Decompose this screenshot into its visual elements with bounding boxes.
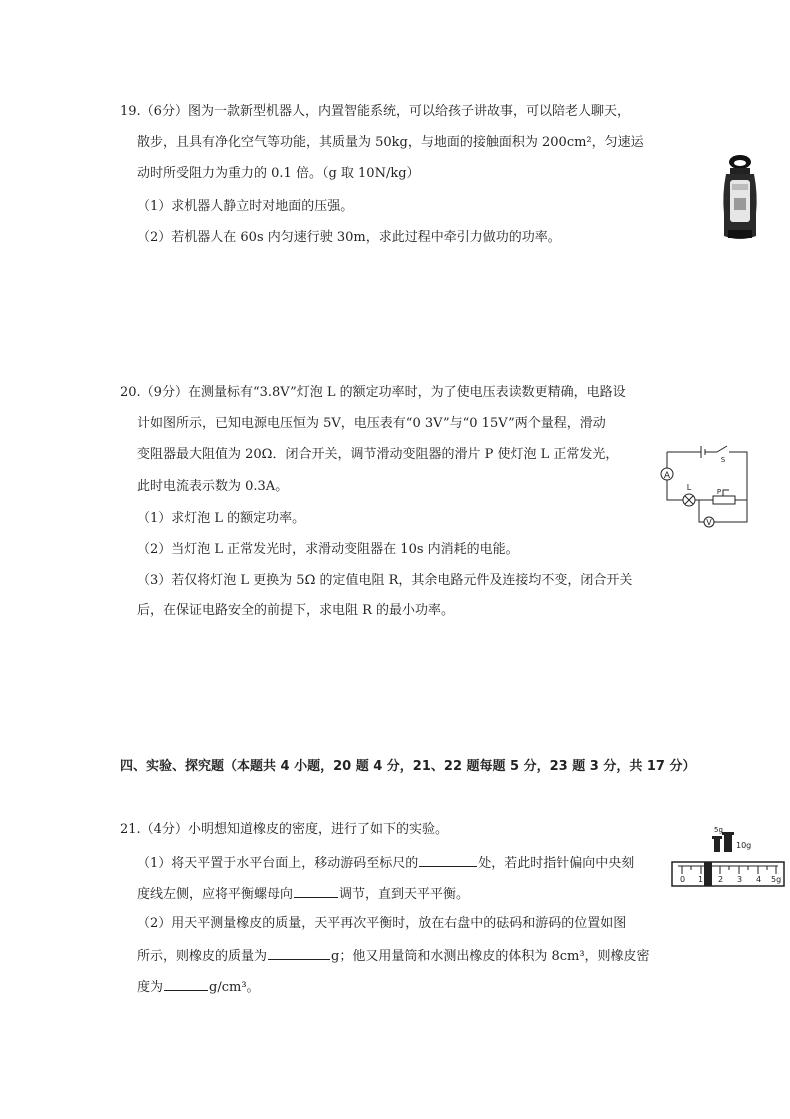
q21-sub-2c — [137, 976, 260, 998]
q20-sub-1: （1）求灯泡 L 的额定功率。 — [137, 511, 306, 526]
answer-blank-2[interactable] — [294, 883, 338, 898]
answer-blank-1[interactable] — [419, 852, 477, 867]
answer-blank-3[interactable] — [268, 945, 330, 960]
slider-label: P — [716, 488, 722, 496]
q21-sub-2b — [137, 945, 650, 967]
scale-tick-4: 4 — [756, 875, 762, 884]
weight-large-icon — [724, 834, 732, 852]
weight-small-icon — [714, 838, 720, 852]
weight-small-label: 5g — [714, 826, 723, 834]
q21-sub-1b-before: 度线左侧，应将平衡螺母向 — [137, 887, 294, 902]
scale-tick-5: 5g — [771, 875, 782, 884]
q19-line-2: 散步，且具有净化空气等功能，其质量为 50kg，与地面的接触面积为 200cm²，匀速运 — [137, 135, 644, 150]
circuit-diagram — [655, 440, 755, 530]
q20-sub-3b: 后，在保证电路安全的前提下，求电阻 R 的最小功率。 — [137, 603, 455, 618]
q20-line-4: 此时电流表示数为 0.3A。 — [137, 479, 289, 494]
q20-line-3: 变阻器最大阻值为 20Ω．闭合开关，调节滑动变阻器的滑片 P 使灯泡 L 正常发光， — [137, 447, 619, 462]
weight-large-label: 10g — [736, 841, 752, 850]
q21-line-1: 21.（4分）小明想知道橡皮的密度，进行了如下的实验。 — [120, 822, 448, 837]
q21-sub-1b-after: 调节，直到天平平衡。 — [339, 887, 470, 902]
ammeter-label: A — [663, 471, 671, 481]
voltmeter-label: V — [706, 518, 712, 527]
switch-label: S — [720, 456, 726, 464]
section-4-heading: 四、实验、探究题（本题共 4 小题，20 题 4 分，21、22 题每题 5 分，23 题 3 分，共 17 分） — [120, 759, 696, 774]
q19-line-3: 动时所受阻力为重力的 0.1 倍。（g 取 10N/kg） — [137, 166, 420, 181]
q20-line-1: 20.（9分）在测量标有“3.8V”灯泡 L 的额定功率时，为了使电压表读数更精确，电路设 — [120, 385, 626, 400]
balance-scale-figure — [668, 824, 788, 892]
q19-line-1: 19.（6分）图为一款新型机器人，内置智能系统，可以给孩子讲故事，可以陪老人聊天， — [120, 104, 630, 119]
q21-sub-1a — [137, 852, 634, 874]
rider-marker — [704, 862, 712, 886]
q19-sub-2: （2）若机器人在 60s 内匀速行驶 30m，求此过程中牵引力做功的功率。 — [137, 230, 561, 245]
q21-sub-1a-after: 处，若此时指针偏向中央刻 — [478, 856, 635, 871]
q21-sub-2b-before: 所示，则橡皮的质量为 — [137, 949, 268, 964]
q21-sub-2b-after: g；他又用量筒和水测出橡皮的体积为 8cm³，则橡皮密 — [331, 949, 650, 964]
scale-tick-2: 2 — [718, 875, 724, 884]
q21-sub-2a: （2）用天平测量橡皮的质量，天平再次平衡时，放在右盘中的砝码和游码的位置如图 — [137, 916, 627, 931]
q21-sub-2c-before: 度为 — [137, 980, 164, 995]
scale-tick-0: 0 — [680, 875, 686, 884]
lamp-label: L — [686, 483, 692, 492]
q20-line-2: 计如图所示，已知电源电压恒为 5V，电压表有“0 3V”与“0 15V”两个量程，滑动 — [137, 416, 606, 431]
q21-sub-1a-before: （1）将天平置于水平台面上，移动游码至标尺的 — [137, 856, 419, 871]
q21-sub-1b — [137, 883, 469, 905]
answer-blank-4[interactable] — [164, 976, 208, 991]
q20-sub-2: （2）当灯泡 L 正常发光时，求滑动变阻器在 10s 内消耗的电能。 — [137, 542, 519, 557]
robot-figure — [718, 154, 762, 242]
q20-sub-3a: （3）若仅将灯泡 L 更换为 5Ω 的定值电阻 R，其余电路元件及连接均不变，闭合开关 — [137, 573, 633, 588]
q19-sub-1: （1）求机器人静立时对地面的压强。 — [137, 199, 354, 214]
q21-sub-2c-after: g/cm³。 — [209, 980, 260, 995]
scale-tick-1: 1 — [698, 875, 704, 884]
scale-tick-3: 3 — [737, 875, 743, 884]
